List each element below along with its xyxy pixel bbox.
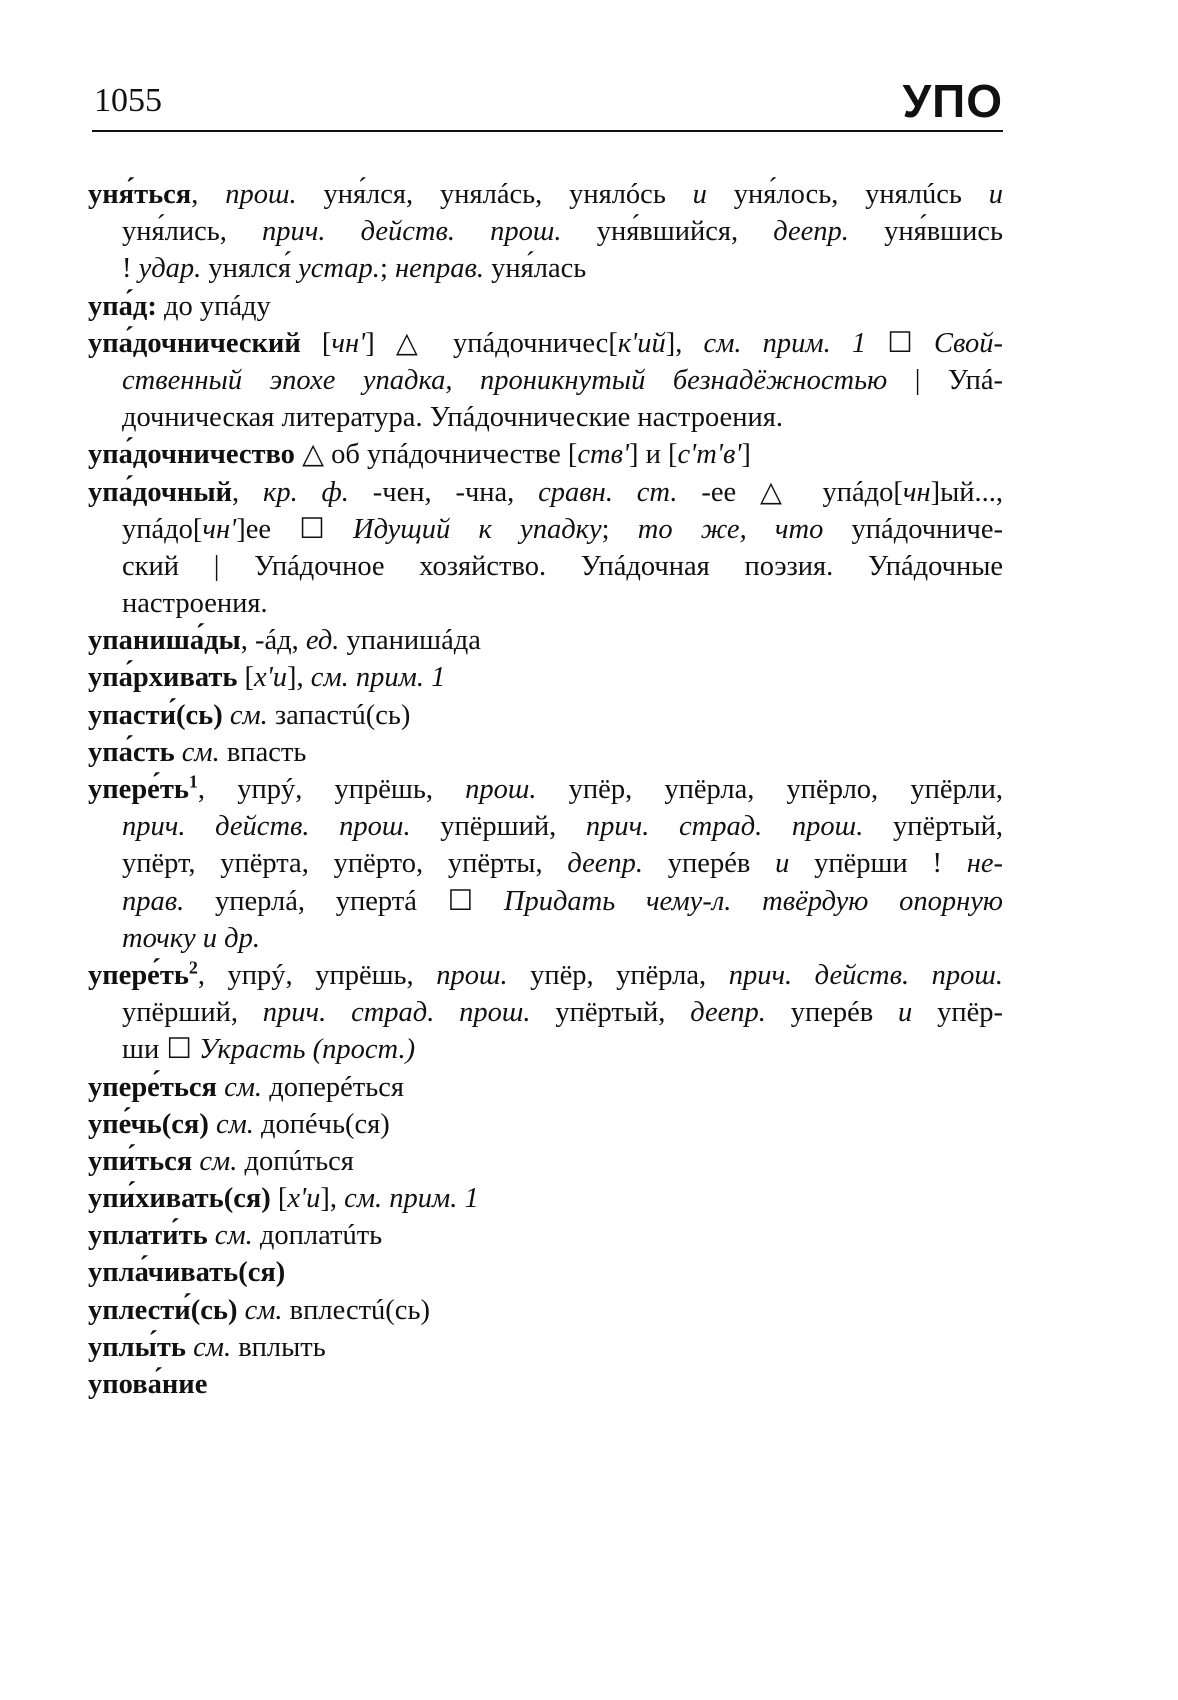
entry-line <box>88 1031 1003 1068</box>
entry-text: до упáду <box>156 290 271 322</box>
entry-text: допúться <box>237 1145 354 1177</box>
grammar-label: к'ий <box>617 327 666 359</box>
grammar-label: х'и <box>254 662 288 694</box>
grammar-label: прич. действ. прош. <box>728 959 1003 991</box>
entry-text: уперéв <box>643 848 776 880</box>
grammar-label: кр. ф. <box>263 476 349 508</box>
entry-text: упёртый, <box>863 811 1003 843</box>
entry-line <box>88 213 1003 250</box>
headword: упе́чь(ся) <box>88 1108 209 1140</box>
entry-line <box>88 1180 1003 1217</box>
entry-line <box>88 920 1003 957</box>
entry-text: ]ый..., <box>930 476 1004 508</box>
entry-text: ], <box>287 662 311 694</box>
dictionary-entries <box>88 176 1003 1403</box>
entry-text: [ <box>237 662 255 694</box>
entry-line <box>88 511 1003 548</box>
entry-line <box>88 659 1003 696</box>
entry-line <box>88 734 1003 771</box>
entry-text <box>208 1220 215 1251</box>
dictionary-entry <box>88 1106 1003 1143</box>
entry-text: уперлá, упертá ☐ <box>184 885 504 917</box>
grammar-label: прич. страд. прош. <box>585 811 864 843</box>
entry-text: доплатúть <box>252 1220 383 1252</box>
grammar-label: см. прим. 1 <box>703 327 867 359</box>
entry-line <box>88 548 1003 585</box>
dictionary-entry <box>88 436 1003 473</box>
entry-text <box>209 1109 216 1140</box>
entry-text: упёрший, <box>122 997 263 1029</box>
headword: уня́ться <box>88 179 192 210</box>
section-heading: УПО <box>902 75 1003 127</box>
entry-text: ши ☐ <box>122 1034 199 1066</box>
entry-text: унялся́ <box>201 253 299 285</box>
homonym-index: 1 <box>188 771 198 792</box>
grammar-label: ственный эпохе упадка, проникнутый безнадёжностью <box>122 364 888 396</box>
entry-text: уня́лся, унялáсь, унялóсь <box>296 179 693 210</box>
entry-text: уня́лась <box>484 253 587 285</box>
entry-text: настроения. <box>122 588 268 620</box>
grammar-label: см. <box>199 1145 238 1177</box>
grammar-label: и <box>898 997 913 1029</box>
entry-line <box>88 1217 1003 1254</box>
headword: упа́дочнический <box>88 327 301 359</box>
entry-text: впасть <box>219 736 307 768</box>
entry-line <box>88 1366 1003 1403</box>
entry-line <box>88 1329 1003 1366</box>
headword: уплести́(сь) <box>88 1294 238 1326</box>
grammar-label: см. <box>193 1331 232 1363</box>
dictionary-entry <box>88 659 1003 696</box>
entry-text: ] и [ <box>629 439 678 471</box>
grammar-label: и <box>775 848 790 880</box>
entry-line <box>88 399 1003 436</box>
entry-text: упёр, упёрла, <box>507 959 729 991</box>
grammar-label: прав. <box>122 885 185 917</box>
dictionary-entry <box>88 325 1003 437</box>
grammar-label: ств' <box>577 439 630 471</box>
entry-line <box>88 1143 1003 1180</box>
dictionary-entry <box>88 176 1003 288</box>
page-number: 1055 <box>94 82 162 119</box>
dictionary-entry <box>88 1180 1003 1217</box>
grammar-label: см. <box>244 1294 283 1326</box>
grammar-label: прич. действ. прош. <box>262 216 562 248</box>
entry-text: -ее △ упáдо[ <box>677 476 903 508</box>
headword: упа́сть <box>88 736 175 768</box>
entry-text <box>223 700 230 731</box>
entry-line <box>88 436 1003 473</box>
entry-text: упёрт, упёрта, упёрто, упёрты, <box>122 848 568 880</box>
entry-line <box>88 808 1003 845</box>
grammar-label: устар. <box>298 253 380 285</box>
grammar-label: и <box>692 179 707 210</box>
grammar-label: чн' <box>331 327 366 359</box>
grammar-label: чн <box>902 476 931 508</box>
grammar-label: прич. действ. прош. <box>122 811 411 843</box>
grammar-label: прош. <box>436 959 508 991</box>
entry-text: уня́вшийся, <box>561 216 774 248</box>
entry-line <box>88 883 1003 920</box>
headword: упа́дочничество <box>88 439 295 471</box>
dictionary-entry <box>88 288 1003 325</box>
headword: уплы́ть <box>88 1331 186 1363</box>
entry-text: упёр, упёрла, упёрло, упёрли, <box>536 774 1003 805</box>
entry-line <box>88 771 1003 808</box>
entry-text: вплыть <box>231 1331 326 1363</box>
entry-text: дочническая литература. Упáдочнические настроения. <box>122 402 783 434</box>
grammar-label: прош. <box>225 179 297 210</box>
entry-text: , упрý, упрёшь, <box>197 959 437 991</box>
dictionary-entry <box>88 474 1003 623</box>
grammar-label: Идущий к упадку <box>353 513 602 545</box>
entry-text: , <box>191 179 226 210</box>
grammar-label: см. <box>224 1071 263 1103</box>
dictionary-entry <box>88 697 1003 734</box>
headword: упере́ть <box>88 959 189 991</box>
entry-line <box>88 1292 1003 1329</box>
entry-text: допéчь(ся) <box>253 1108 390 1140</box>
grammar-label: см. прим. 1 <box>310 662 446 694</box>
grammar-label: см. <box>214 1220 253 1252</box>
dictionary-entry <box>88 1217 1003 1254</box>
grammar-label: деепр. <box>690 997 766 1029</box>
dictionary-entry <box>88 957 1003 1069</box>
entry-text: уня́лось, унялúсь <box>706 179 989 210</box>
dictionary-entry <box>88 1366 1003 1403</box>
homonym-index: 2 <box>188 957 198 978</box>
headword: упере́ть <box>88 774 189 805</box>
headword: уплати́ть <box>88 1220 208 1252</box>
entry-text: [ <box>270 1183 288 1215</box>
entry-text: , -áд, <box>240 625 306 657</box>
entry-text: | Упá- <box>887 364 1003 396</box>
entry-text: ; <box>601 513 638 545</box>
dictionary-entry <box>88 1254 1003 1291</box>
dictionary-entry <box>88 1292 1003 1329</box>
headword: упова́ние <box>88 1369 208 1400</box>
entry-text: ], <box>320 1183 345 1215</box>
entry-text: ] <box>741 439 751 471</box>
entry-text: ] △ упáдочничес[ <box>365 327 618 359</box>
headword: упере́ться <box>88 1071 217 1103</box>
entry-text: доперéться <box>262 1071 404 1103</box>
entry-line <box>88 288 1003 325</box>
grammar-label: деепр. <box>567 848 644 880</box>
dictionary-entry <box>88 771 1003 957</box>
entry-text: , <box>232 476 263 508</box>
dictionary-entry <box>88 1069 1003 1106</box>
grammar-label: см. <box>215 1108 254 1140</box>
entry-line <box>88 325 1003 362</box>
headword: упа́д: <box>88 290 157 322</box>
grammar-label: Свой- <box>934 327 1003 359</box>
entry-line <box>88 250 1003 287</box>
entry-line <box>88 994 1003 1031</box>
entry-line <box>88 697 1003 734</box>
entry-text: [ <box>300 327 332 359</box>
entry-text: вплестú(сь) <box>282 1294 430 1326</box>
entry-text: ☐ <box>866 327 934 359</box>
entry-line <box>88 1069 1003 1106</box>
dictionary-entry <box>88 734 1003 771</box>
headword: упла́чивать(ся) <box>88 1257 286 1289</box>
entry-line <box>88 474 1003 511</box>
headword: упа́рхивать <box>88 662 238 694</box>
entry-line <box>88 176 1003 213</box>
grammar-label: и <box>988 179 1003 210</box>
grammar-label: см. <box>181 736 220 768</box>
entry-text: ! <box>122 253 139 285</box>
headword: упи́хивать(ся) <box>88 1183 271 1215</box>
grammar-label: удар. <box>138 253 202 285</box>
entry-text: -чен, -чна, <box>348 476 539 508</box>
grammar-label: чн' <box>202 513 237 545</box>
grammar-label: то же, что <box>637 513 824 545</box>
grammar-label: ед. <box>305 625 340 657</box>
dictionary-entry <box>88 1143 1003 1180</box>
entry-line <box>88 1254 1003 1291</box>
entry-text: упáдочниче- <box>823 513 1004 545</box>
grammar-label: с'т'в' <box>677 439 742 471</box>
headword: упа́дочный <box>88 476 233 508</box>
entry-text: уня́лись, <box>122 216 262 248</box>
entry-text: △ об упáдочничестве [ <box>294 439 578 471</box>
entry-line <box>88 622 1003 659</box>
entry-text: ], <box>665 327 704 359</box>
headword: упаниша́ды <box>88 625 241 657</box>
page-header <box>92 72 1003 132</box>
entry-text: ; <box>379 253 395 285</box>
entry-text <box>175 737 182 768</box>
entry-text: упёрший, <box>410 811 586 843</box>
entry-line <box>88 957 1003 994</box>
grammar-label: точку и др. <box>122 922 260 954</box>
entry-text: уня́вшись <box>848 216 1003 248</box>
headword: упи́ться <box>88 1145 193 1177</box>
entry-line <box>88 845 1003 882</box>
entry-text: ский | Упáдочное хозяйство. Упáдочная поэзия. Упáдочные <box>122 550 1003 582</box>
grammar-label: сравн. ст. <box>538 476 678 508</box>
entry-text: упёр- <box>912 997 1003 1029</box>
entry-text: упёрши ! <box>789 848 967 880</box>
grammar-label: неправ. <box>394 253 485 285</box>
dictionary-entry <box>88 622 1003 659</box>
dictionary-entry <box>88 1329 1003 1366</box>
grammar-label: х'и <box>287 1183 321 1215</box>
entry-line <box>88 362 1003 399</box>
entry-line <box>88 585 1003 622</box>
entry-line <box>88 1106 1003 1143</box>
grammar-label: прош. <box>465 774 537 805</box>
grammar-label: не- <box>966 848 1003 880</box>
entry-text: уперéв <box>765 997 899 1029</box>
entry-text: , упрý, упрёшь, <box>197 774 466 805</box>
entry-text: ]ее ☐ <box>236 513 354 545</box>
grammar-label: Украсть (прост.) <box>199 1034 416 1066</box>
grammar-label: Придать чему-л. твёрдую опорную <box>503 885 1004 917</box>
entry-text <box>237 1295 244 1326</box>
grammar-label: см. <box>229 699 268 731</box>
entry-text: упáдо[ <box>122 513 203 545</box>
grammar-label: см. прим. 1 <box>344 1183 479 1215</box>
entry-text: запастú(сь) <box>267 699 411 731</box>
grammar-label: деепр. <box>773 216 849 248</box>
grammar-label: прич. страд. прош. <box>262 997 531 1029</box>
entry-text: упанишáда <box>339 625 481 657</box>
entry-text: упёртый, <box>530 997 691 1029</box>
headword: упасти́(сь) <box>88 699 223 731</box>
